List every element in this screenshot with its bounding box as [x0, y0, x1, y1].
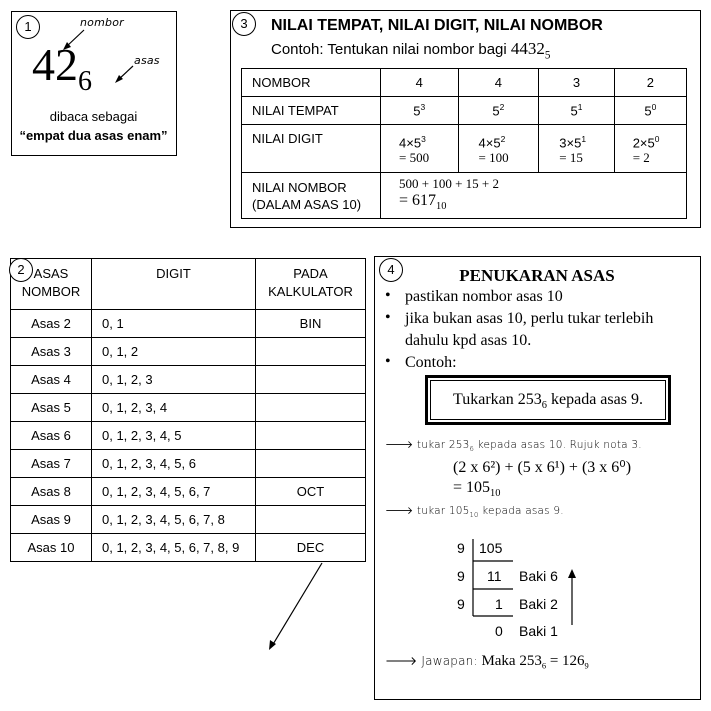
place-cell	[381, 97, 459, 125]
place-exp: 1	[577, 102, 583, 113]
panel3-title: NILAI TEMPAT, NILAI DIGIT, NILAI NOMBOR	[271, 17, 603, 34]
sum-result	[399, 192, 447, 213]
digit-cell: 0, 1, 2, 3	[92, 366, 256, 394]
kalkulator-cell: DEC	[256, 534, 366, 562]
divisor: 9	[457, 568, 465, 584]
panel-place-value	[230, 10, 701, 228]
note2-a: tukar 105	[416, 505, 470, 517]
row-label-nilai-nombor	[242, 173, 381, 219]
example-value-digits: 4432	[510, 39, 545, 58]
divisor: 9	[457, 596, 465, 612]
digit-cell: 0, 1	[92, 310, 256, 338]
quotient: 1	[495, 596, 503, 612]
kalkulator-cell	[256, 506, 366, 534]
digit-value-cell	[614, 125, 686, 173]
note2-b: kepada asas 9.	[478, 505, 564, 517]
dibaca-text: dibaca sebagai	[49, 109, 138, 124]
kalkulator-cell: BIN	[256, 310, 366, 338]
digit-value-cell	[539, 125, 614, 173]
sum-result-value: = 617	[399, 192, 437, 210]
answer-sub1: 6	[541, 660, 547, 671]
digit-cell: 0, 1, 2, 3, 4, 5, 6	[92, 450, 256, 478]
place-base: 5	[570, 103, 578, 119]
digit-value-result: = 2	[632, 150, 650, 166]
example-prefix: Contoh: Tentukan nilai nombor bagi	[271, 41, 507, 58]
kalkulator-cell	[256, 338, 366, 366]
asas-cell: Asas 4	[11, 366, 92, 394]
kalkulator-cell	[256, 366, 366, 394]
example-task	[428, 391, 668, 411]
note1-sub: 6	[469, 445, 475, 454]
bullet-dot: •	[385, 287, 391, 304]
table-header-row	[11, 259, 366, 310]
asas-cell: Asas 7	[11, 450, 92, 478]
pointer-arrow	[260, 560, 330, 655]
digit-cell: 4	[381, 69, 459, 97]
division-lines	[465, 537, 585, 647]
asas-cell: Asas 5	[11, 394, 92, 422]
table-row	[11, 506, 366, 534]
digit-cell: 0, 1, 2, 3, 4, 5, 6, 7, 8, 9	[92, 534, 256, 562]
answer-label: Jawapan:	[421, 654, 478, 668]
example-digits: 42	[32, 39, 78, 90]
bullet-2b: dahulu kpd asas 10.	[405, 332, 532, 349]
table-row-nilai-digit	[242, 125, 687, 173]
sum-expression: 500 + 100 + 15 + 2	[399, 176, 499, 192]
answer-sub2: 9	[584, 660, 589, 671]
place-value-table	[241, 68, 687, 219]
note-1: 🡒 tukar $253_6$ kepada asas 10. Rujuk nota 3.	[385, 439, 642, 454]
kalkulator-cell	[256, 422, 366, 450]
digit-value-exp: 2	[500, 133, 506, 144]
bullet-2a: jika bukan asas 10, perlu tukar terlebih	[405, 310, 654, 327]
digit-cell: 0, 1, 2, 3, 4, 5, 6, 7	[92, 478, 256, 506]
asas-cell: Asas 6	[11, 422, 92, 450]
task-part-a: Tukarkan 253	[453, 391, 542, 408]
table-row-nombor	[242, 69, 687, 97]
table-row	[11, 310, 366, 338]
place-cell	[458, 97, 539, 125]
asas-cell: Asas 3	[11, 338, 92, 366]
digit-value-expr: 2×5	[632, 135, 655, 151]
reading-text: “empat dua asas enam”	[19, 128, 168, 143]
sum-result-base: 10	[436, 201, 447, 213]
note2-sub: 10	[469, 511, 479, 520]
digit-value-exp: 3	[421, 133, 426, 144]
row-label-nilai-tempat: NILAI TEMPAT	[242, 97, 381, 125]
note1-b: kepada asas 10. Rujuk nota 3.	[474, 439, 642, 451]
divisor: 9	[457, 540, 465, 556]
kalkulator-cell: OCT	[256, 478, 366, 506]
digit-value-result: = 15	[559, 150, 583, 166]
header-pada: PADA	[293, 266, 328, 281]
row-label-nilai-digit: NILAI DIGIT	[242, 125, 381, 173]
panel-base-notation	[11, 11, 177, 156]
header-digit: DIGIT	[92, 259, 256, 310]
quotient: 11	[487, 568, 502, 584]
digit-value-expr: 3×5	[559, 135, 582, 151]
place-cell	[614, 97, 686, 125]
digit-table	[10, 258, 366, 562]
asas-cell: Asas 9	[11, 506, 92, 534]
quotient: 0	[495, 623, 503, 639]
table-row	[11, 338, 366, 366]
task-sub: 6	[541, 400, 547, 412]
panel-base-conversion	[374, 256, 701, 700]
table-row	[11, 366, 366, 394]
place-base: 5	[492, 103, 500, 119]
answer-part-a: Maka 253	[477, 653, 542, 669]
digit-cell: 4	[458, 69, 539, 97]
calc-result	[453, 479, 500, 499]
example-box	[425, 375, 671, 425]
example-number	[32, 40, 92, 97]
panel-number-2: 2	[9, 258, 33, 282]
example-base: 6	[78, 66, 92, 97]
panel-number-3: 3	[232, 12, 256, 36]
remainder: Baki 2	[519, 596, 558, 612]
answer-arrow: 🡒	[385, 654, 422, 668]
table-row	[11, 534, 366, 562]
digit-cell: 2	[614, 69, 686, 97]
digit-value-expr: 4×5	[399, 135, 422, 151]
panel-number-1: 1	[16, 15, 40, 39]
digit-cell: 0, 1, 2	[92, 338, 256, 366]
asas-annotation: asas	[134, 54, 160, 67]
bullet-1: pastikan nombor asas 10	[405, 288, 563, 305]
answer-part-b: = 126	[546, 653, 585, 669]
row-label-line2: (DALAM ASAS 10)	[252, 196, 362, 212]
bullet-3: Contoh:	[405, 354, 457, 371]
note-2: 🡒 tukar $105_{10}$ kepada asas 9.	[385, 505, 564, 520]
remainder: Baki 6	[519, 568, 558, 584]
example-value	[510, 39, 551, 62]
table-row-nilai-nombor	[242, 173, 687, 219]
nombor-annotation: nombor	[80, 16, 124, 29]
digit-value-cell	[381, 125, 459, 173]
table-row	[11, 478, 366, 506]
digit-cell: 0, 1, 2, 3, 4	[92, 394, 256, 422]
place-base: 5	[644, 103, 652, 119]
calc-result-base: 10	[490, 488, 501, 500]
header-kalkulator	[256, 259, 366, 310]
place-exp: 2	[499, 102, 505, 113]
calc-result-value: = 105	[453, 479, 491, 496]
digit-value-result: = 500	[399, 150, 430, 166]
bullet-dot: •	[385, 353, 391, 370]
kalkulator-cell	[256, 450, 366, 478]
example-value-base: 5	[544, 49, 551, 62]
table-row	[11, 450, 366, 478]
table-row	[11, 394, 366, 422]
bullet-dot: •	[385, 309, 391, 326]
asas-cell: Asas 8	[11, 478, 92, 506]
quotient: 105	[479, 540, 503, 556]
digit-cell: 0, 1, 2, 3, 4, 5, 6, 7, 8	[92, 506, 256, 534]
digit-value-exp: 0	[654, 133, 660, 144]
remainder: Baki 1	[519, 623, 558, 639]
panel4-title: PENUKARAN ASAS	[459, 266, 615, 285]
panel3-example	[271, 39, 550, 61]
place-cell	[539, 97, 614, 125]
row-label-line1: NILAI NOMBOR	[252, 179, 347, 195]
kalkulator-cell	[256, 394, 366, 422]
sum-cell	[381, 173, 687, 219]
place-exp: 3	[420, 102, 426, 113]
header-asas: ASAS	[33, 266, 69, 281]
asas-cell: Asas 2	[11, 310, 92, 338]
asas-cell: Asas 10	[11, 534, 92, 562]
row-label-nombor: NOMBOR	[242, 69, 381, 97]
header-nombor: NOMBOR	[21, 284, 81, 299]
answer-line	[385, 653, 589, 671]
calc-line: (2 x 6²) + (5 x 6¹) + (3 x 6⁰)	[453, 459, 632, 476]
digit-cell: 3	[539, 69, 614, 97]
place-exp: 0	[651, 102, 657, 113]
panel-number-4: 4	[379, 258, 403, 282]
digit-value-result: = 100	[478, 150, 509, 166]
header-kalkulator-word: KALKULATOR	[268, 284, 353, 299]
task-part-b: kepada asas 9.	[546, 391, 643, 408]
digit-cell: 0, 1, 2, 3, 4, 5	[92, 422, 256, 450]
digit-value-cell	[458, 125, 539, 173]
table-row-nilai-tempat	[242, 97, 687, 125]
place-base: 5	[413, 103, 421, 119]
table-row	[11, 422, 366, 450]
note1-a: tukar 253	[416, 439, 470, 451]
digit-value-exp: 1	[581, 133, 587, 144]
digit-value-expr: 4×5	[478, 135, 501, 151]
